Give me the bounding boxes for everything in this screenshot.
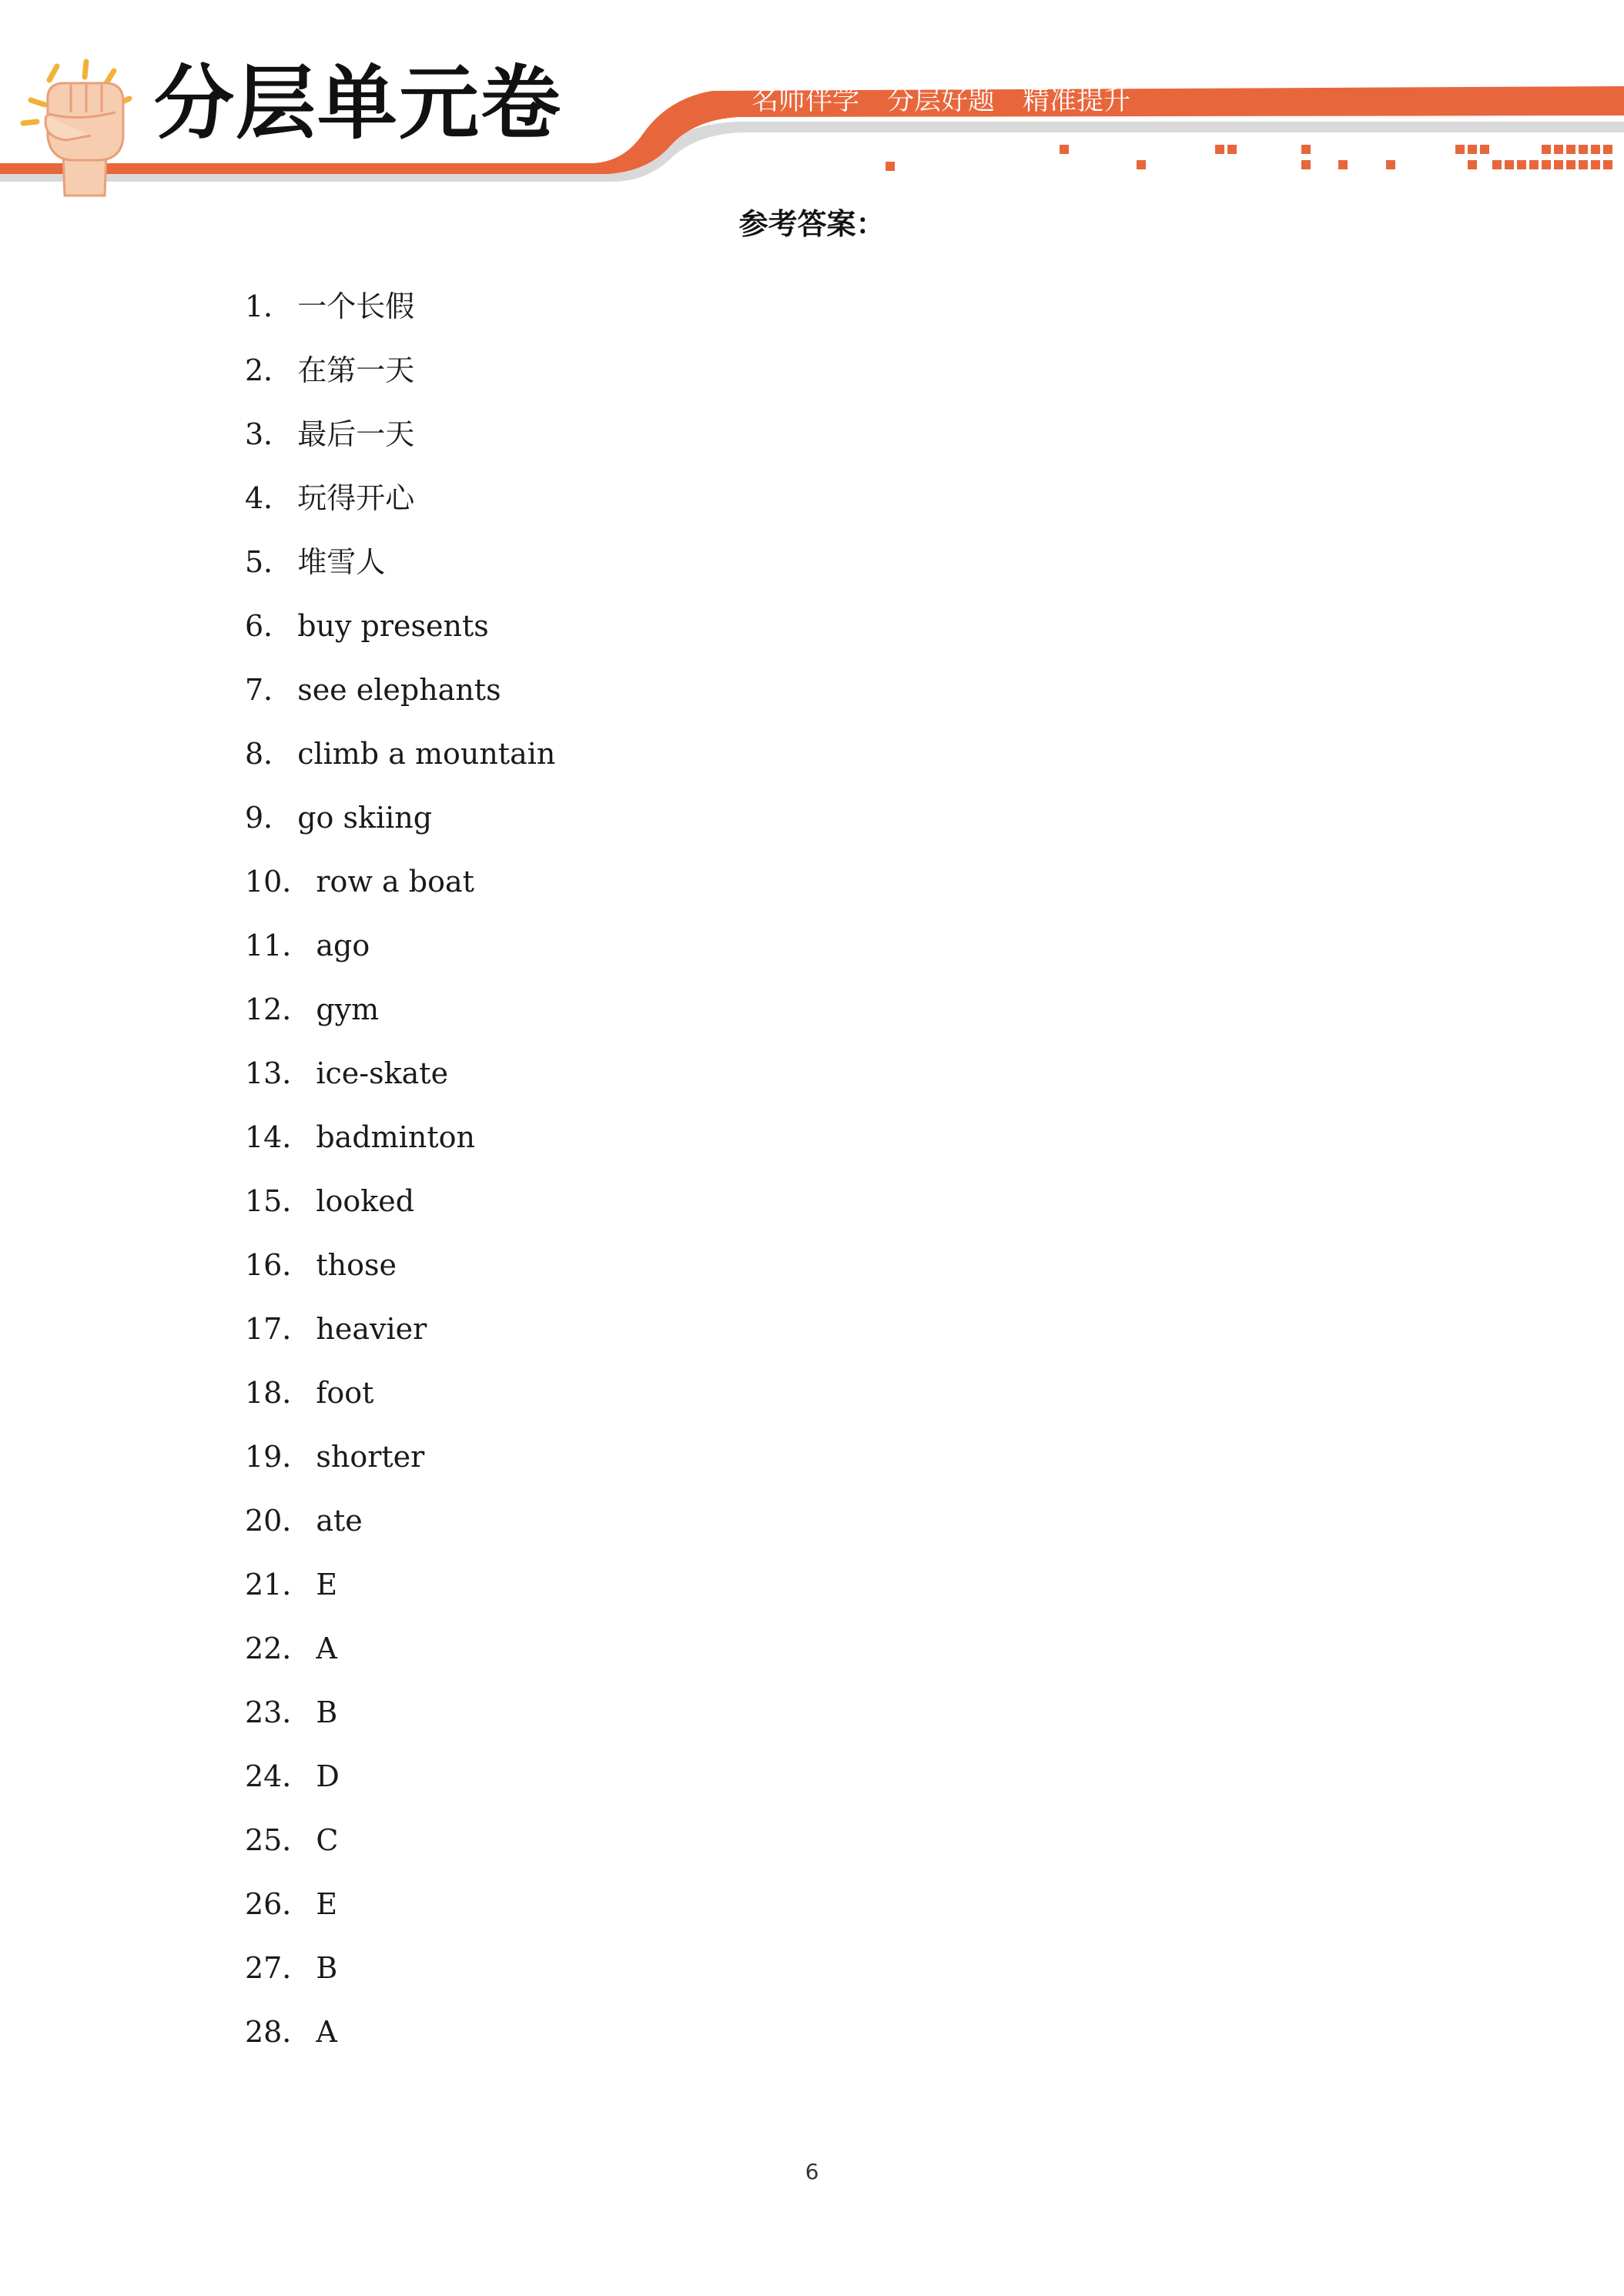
answer-text: those [316, 1247, 397, 1282]
answer-item [245, 274, 555, 338]
slogan-bar [752, 85, 1131, 116]
answer-item [245, 1552, 555, 1616]
answer-item [245, 1233, 555, 1297]
slogan-1: 名师伴学 [752, 85, 860, 116]
answer-text: gym [316, 992, 380, 1026]
header-banner [0, 0, 1624, 200]
answer-number: 28． [245, 2014, 312, 2049]
answer-item [245, 913, 555, 977]
answer-item [245, 849, 555, 913]
answer-number: 24． [245, 1759, 312, 1793]
answer-number: 20． [245, 1503, 312, 1538]
slogan-2: 分层好题 [887, 85, 996, 116]
answer-text: 堆雪人 [297, 544, 386, 579]
answer-number: 2． [245, 353, 293, 387]
answer-number: 18． [245, 1375, 312, 1410]
answer-text: ate [316, 1503, 363, 1538]
answer-item [245, 1680, 555, 1744]
answer-text: heavier [316, 1311, 427, 1346]
answer-text: A [316, 2014, 337, 2049]
answer-text: E [316, 1567, 338, 1602]
answer-text: ago [316, 928, 370, 962]
answer-text: buy presents [297, 608, 489, 643]
slogan-3: 精准提升 [1023, 85, 1131, 116]
answer-text: E [316, 1886, 338, 1921]
answer-item [245, 721, 555, 785]
answer-text: 玩得开心 [297, 480, 415, 515]
answer-item [245, 1872, 555, 1936]
answer-item [245, 1297, 555, 1361]
answer-number: 27． [245, 1950, 312, 1985]
answer-item [245, 1488, 555, 1552]
answer-number: 15． [245, 1183, 312, 1218]
answer-number: 23． [245, 1695, 312, 1729]
answer-text: B [316, 1695, 338, 1729]
answer-text: 一个长假 [297, 289, 415, 323]
answer-item [245, 1808, 555, 1872]
answer-number: 5． [245, 544, 293, 579]
answer-item [245, 658, 555, 721]
answer-text: shorter [316, 1439, 425, 1474]
answer-item [245, 466, 555, 530]
brand-title: 分层单元卷 [154, 56, 563, 150]
answer-text: badminton [316, 1120, 475, 1154]
answer-text: row a boat [316, 864, 474, 899]
answer-text: B [316, 1950, 338, 1985]
answer-text: 最后一天 [297, 417, 415, 451]
answer-item [245, 530, 555, 594]
answer-number: 17． [245, 1311, 312, 1346]
answer-item [245, 1936, 555, 2000]
answer-item [245, 1616, 555, 1680]
answer-number: 22． [245, 1631, 312, 1665]
answer-item [245, 594, 555, 658]
answer-text: looked [316, 1183, 415, 1218]
answer-item [245, 977, 555, 1041]
answer-text: climb a mountain [297, 736, 556, 771]
answer-item [245, 1744, 555, 1808]
answer-text: go skiing [297, 800, 433, 835]
answer-number: 1． [245, 289, 293, 323]
decorative-squares [886, 145, 1612, 171]
answer-item [245, 1169, 555, 1233]
answer-text: foot [316, 1375, 374, 1410]
answer-item [245, 1361, 555, 1424]
answer-number: 14． [245, 1120, 312, 1154]
answer-number: 3． [245, 417, 293, 451]
answer-number: 16． [245, 1247, 312, 1282]
answer-number: 6． [245, 608, 293, 643]
answer-number: 9． [245, 800, 293, 835]
page-number: 6 [805, 2159, 819, 2184]
answer-item [245, 1105, 555, 1169]
answer-text: C [316, 1822, 339, 1857]
answer-number: 10． [245, 864, 312, 899]
answer-item [245, 402, 555, 466]
answer-text: A [316, 1631, 337, 1665]
answer-number: 21． [245, 1567, 312, 1602]
section-title: 参考答案： [738, 207, 886, 241]
answer-item [245, 785, 555, 849]
answer-number: 26． [245, 1886, 312, 1921]
answer-text: ice-skate [316, 1056, 449, 1090]
answer-number: 19． [245, 1439, 312, 1474]
answer-number: 4． [245, 480, 293, 515]
answer-text: see elephants [297, 672, 501, 707]
answer-number: 25． [245, 1822, 312, 1857]
answer-text: D [316, 1759, 340, 1793]
answer-number: 13． [245, 1056, 312, 1090]
answer-item [245, 2000, 555, 2063]
answer-number: 11． [245, 928, 312, 962]
answer-item [245, 338, 555, 402]
answer-list [245, 274, 555, 2063]
answer-item [245, 1041, 555, 1105]
answer-item [245, 1424, 555, 1488]
answer-number: 12． [245, 992, 312, 1026]
answer-text: 在第一天 [297, 353, 415, 387]
answer-number: 7． [245, 672, 293, 707]
answer-number: 8． [245, 736, 293, 771]
